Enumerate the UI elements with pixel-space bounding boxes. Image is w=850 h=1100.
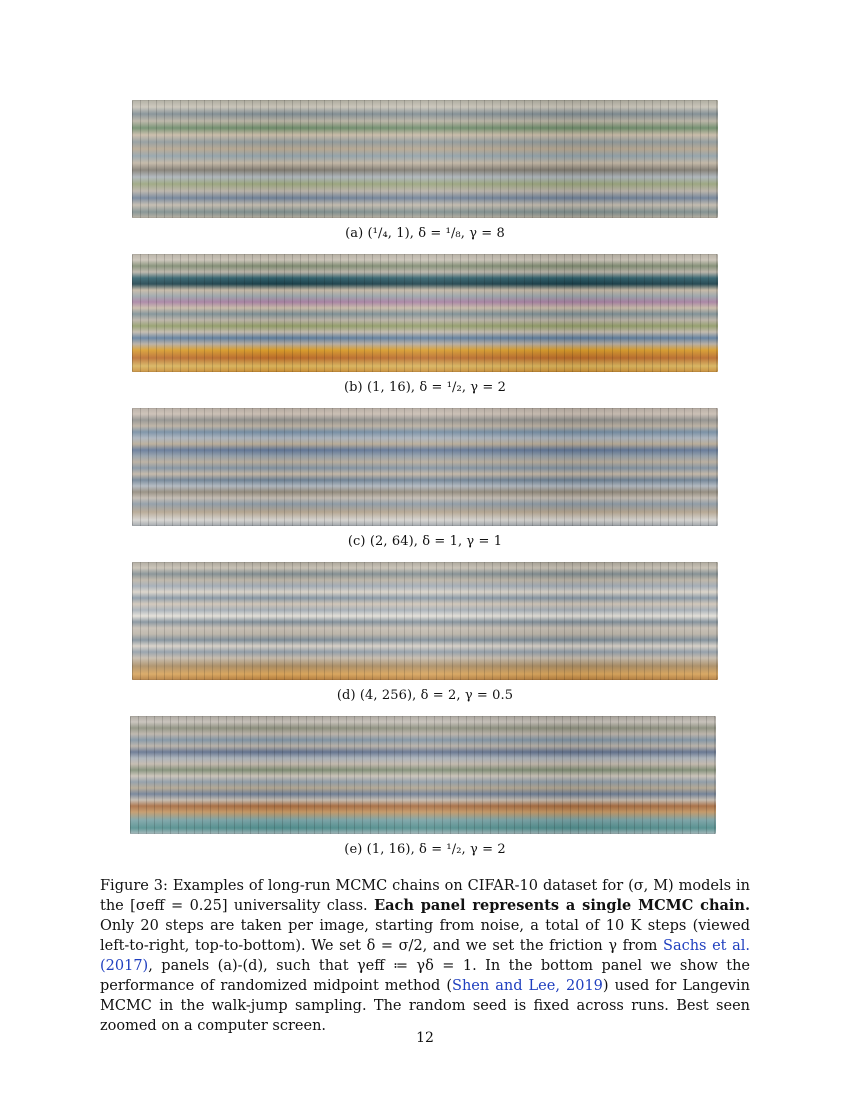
mcmc-chain-image-c xyxy=(132,408,718,526)
strip-grid xyxy=(132,562,718,680)
figure-text-part4: ) used for Langevin MCMC in the walk-jump sampling. The random seed is fixed across runs. Best seen zoomed on a computer screen. xyxy=(100,978,750,1034)
figure-text-part1: Examples of long-run MCMC chains on CIFAR-10 dataset for (σ, M) models in the [σeff = 0.25] universality class. xyxy=(100,878,750,914)
figure-label: Figure 3: xyxy=(100,878,168,894)
mcmc-chain-image-e xyxy=(130,716,716,834)
panel-caption xyxy=(0,688,850,703)
mcmc-chain-image-b xyxy=(132,254,718,372)
caption-text: (a) (¹/₄, 1), δ = ¹/₈, γ = 8 xyxy=(345,226,505,241)
panel-caption xyxy=(0,226,850,241)
strip-grid xyxy=(132,254,718,372)
citation-sachs[interactable]: Sachs et al. (2017) xyxy=(100,938,751,974)
panel-caption xyxy=(0,380,850,395)
caption-text: (b) (1, 16), δ = ¹/₂, γ = 2 xyxy=(343,380,507,395)
figure-text-part3: , panels (a)-(d), such that γeff ≔ γδ = 1. In the bottom panel we show the performance of randomized midpoint method ( xyxy=(100,958,750,994)
mcmc-chain-image-d xyxy=(132,562,718,680)
page-number: 12 xyxy=(416,1030,434,1046)
caption-text: (d) (4, 256), δ = 2, γ = 0.5 xyxy=(336,688,514,703)
caption-text: (e) (1, 16), δ = ¹/₂, γ = 2 xyxy=(344,842,506,857)
strip-grid xyxy=(132,408,718,526)
strip-grid xyxy=(132,100,718,218)
figure-caption xyxy=(100,876,750,1036)
citation-shen[interactable]: Shen and Lee, 2019 xyxy=(452,978,603,994)
figure-text-part2: Only 20 steps are taken per image, starting from noise, a total of 10 K steps (viewed left-to-right, top-to-bottom). We set δ = σ/2, and we set the friction γ from xyxy=(100,918,750,954)
figure-text-bold: Each panel represents a single MCMC chain. xyxy=(374,897,750,914)
panel-caption xyxy=(0,534,850,549)
strip-grid xyxy=(130,716,716,834)
caption-text: (c) (2, 64), δ = 1, γ = 1 xyxy=(347,534,503,549)
panel-caption xyxy=(0,842,850,857)
mcmc-chain-image-a xyxy=(132,100,718,218)
